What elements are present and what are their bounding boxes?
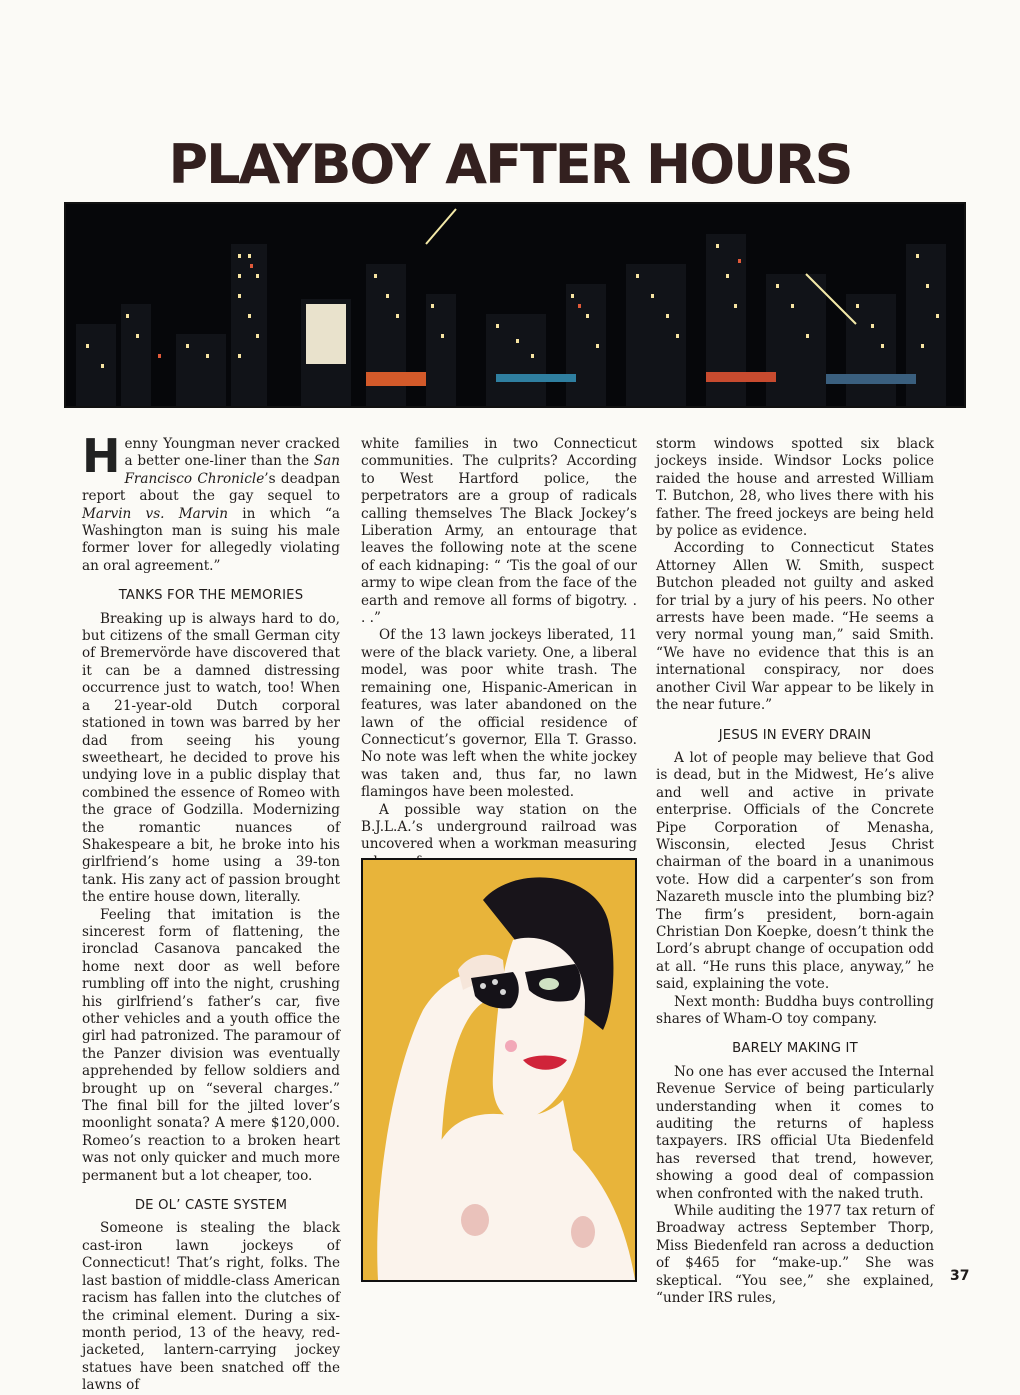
paragraph: Next month: Buddha buys controlling shares of Wham-O toy company. [656,993,934,1027]
paragraph: storm windows spotted six black jockeys inside. Windsor Locks police raided the house and arrested William T. Butchon, 28, who lives there with his father. The freed jockeys are being held by police as evidence. [656,436,934,540]
page-number: 37 [950,1268,970,1284]
subheading-barely: BARELY MAKING IT [732,1041,858,1057]
article-column-3 [656,436,934,1308]
paragraph: While auditing the 1977 tax return of Broadway actress September Thorp, Miss Biedenfeld ran across a deduction of $465 for “make-up.” She was skeptical. “You see,” she explained, “under IRS rules, [656,1203,934,1307]
subheading-tanks: TANKS FOR THE MEMORIES [118,588,304,604]
intro-paragraph: Henny Youngman never cracked a better one-liner than the San Francisco Chronicle’s deadpan report about the gay sequel to Marvin vs. Marvin in which “a Washington man is suing his male former lover for allegedly violating an oral agreement.” [82,429,340,574]
paragraph: According to Connecticut States Attorney Allen W. Smith, suspect Butchon pleaded not guilty and asked for trial by a jury of his peers. No other arrests have been made. “He seems a very normal young man,” said Smith. “We have no evidence that this is an international conspiracy, nor does another Civil War appear to be likely in the near future.” [656,540,934,714]
paragraph: Feeling that imitation is the sincerest form of flattening, the ironclad Casanova pancaked the home next door as well before rumbling off into the night, crushing his girlfriend’s father’s car, five other vehicles and a youth office the girl had patronized. The paramour of the Panzer division was eventually apprehended by fellow soldiers and brought up on “several charges.” The final bill for the jilted lover’s moonlight sonata? A mere $120,000. Romeo’s reaction to a broken heart was not only quicker and much more permanent but a lot cheaper, too. [82,906,340,1184]
paragraph: Breaking up is always hard to do, but citizens of the small German city of Bremervörde have discovered that it can be a damned distressing occurrence just to watch, too! When a 21-year-old Dutch corporal stationed in town was barred by her dad from seeing his young sweetheart, he decided to prove his undying love in a public display that combined the essence of Romeo with the grace of Godzilla. Modernizing the romantic nuances of Shakespeare a bit, he broke into his girlfriend’s home using a 39-ton tank. His zany act of passion brought the entire house down, literally. [82,610,340,906]
paragraph: white families in two Connecticut communities. The culprits? According to West Hartford police, the perpetrators are a group of radicals calling themselves The Black Jockey’s Liberation Army, an entourage that leaves the following note at the scene of each kidnaping: “ ‘Tis the goal of our army to wipe clean from the face of the earth and remove all forms of bigotry. . . .” [361,436,637,627]
paragraph: A lot of people may believe that God is dead, but in the Midwest, He’s alive and well and active in private enterprise. Officials of the Concrete Pipe Corporation of Menasha, Wisconsin, elected Jesus Christ chairman of the board in a unanimous vote. How did a carpenter’s son from Nazareth muscle into the plumbing biz? The firm’s president, born-again Christian Don Koepke, doesn’t think the Lord’s abrupt change of occupation odd at all. “He runs this place, anyway,” he said, explaining the vote. [656,749,934,993]
skyline-art [66,204,964,406]
paragraph: Of the 13 lawn jockeys liberated, 11 were of the black variety. One, a liberal model, was poor white trash. The remaining one, Hispanic-American in features, was later abandoned on the lawn of the official residence of Connecticut’s governor, Ella T. Grasso. No note was left when the white jockey was taken and, thus far, no lawn flamingos have been molested. [361,627,637,801]
city-skyline-illustration [64,202,966,408]
subheading-caste: DE OL’ CASTE SYSTEM [134,1198,288,1214]
woman-illustration [361,858,637,1282]
article-column-2 [361,436,637,871]
subheading-jesus: JESUS IN EVERY DRAIN [718,727,872,743]
page-title: PLAYBOY AFTER HOURS [168,133,852,196]
drop-cap: H [82,429,121,483]
paragraph: A possible way station on the B.J.L.A.’s underground railroad was uncovered when a workman measuring [361,801,637,853]
paragraph: No one has ever accused the Internal Revenue Service of being particularly understanding when it comes to auditing the returns of hapless taxpayers. IRS official Uta Biedenfeld has reversed that trend, however, showing a good deal of compassion when confronted with the naked truth. [656,1063,934,1202]
article-column-1 [82,429,340,1395]
paragraph: Someone is stealing the black cast-iron lawn jockeys of Connecticut! That’s right, folks. The last bastion of middle-class American racism has fallen into the clutches of the criminal element. During a six-month period, 13 of the heavy, red-jacketed, lantern-carrying jockey statues have been snatched off the lawns of [82,1220,340,1394]
woman-art [363,860,635,1280]
